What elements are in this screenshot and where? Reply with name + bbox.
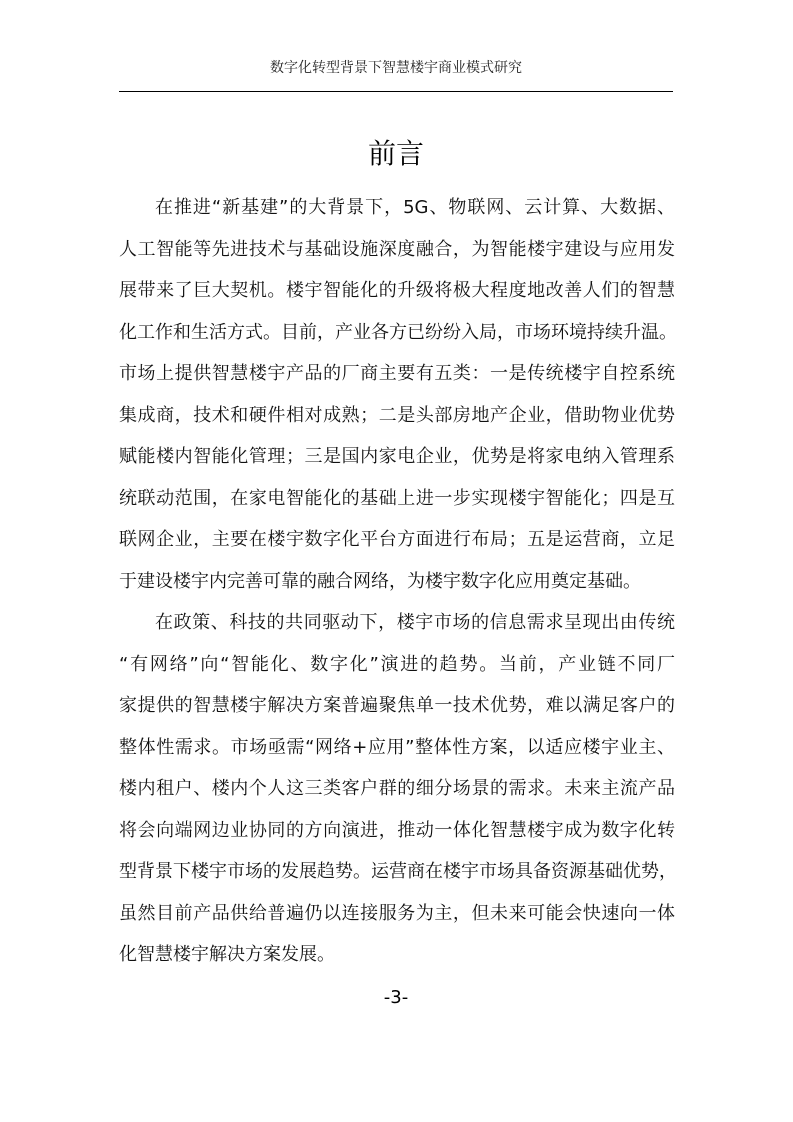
text-line: 虽然目前产品供给普遍仍以连接服务为主，但未来可能会快速向一体 xyxy=(119,902,675,924)
text-line: 将会向端网边业协同的方向演进，推动一体化智慧楼宇成为数字化转 xyxy=(119,819,675,841)
text-line: 型背景下楼宇市场的发展趋势。运营商在楼宇市场具备资源基础优势， xyxy=(119,861,677,882)
text-line: 整体性需求。市场亟需“网络+应用”整体性方案，以适应楼宇业主、 xyxy=(119,736,675,758)
text-line: 赋能楼内智能化管理；三是国内家电企业，优势是将家电纳入管理系 xyxy=(119,446,675,467)
text-line: 家提供的智慧楼宇解决方案普遍聚焦单一技术优势，难以满足客户的 xyxy=(119,695,675,716)
text-line: 市场上提供智慧楼宇产品的厂商主要有五类：一是传统楼宇自控系统 xyxy=(119,363,675,384)
text-line: 于建设楼宇内完善可靠的融合网络，为楼宇数字化应用奠定基础。 xyxy=(119,570,641,592)
text-line: 化智慧楼宇解决方案发展。 xyxy=(119,944,335,965)
paragraph-2 xyxy=(119,602,675,976)
text-line: 集成商，技术和硬件相对成熟；二是头部房地产企业，借助物业优势 xyxy=(119,404,675,426)
text-line: 人工智能等先进技术与基础设施深度融合，为智能楼宇建设与应用发 xyxy=(119,238,675,260)
page-title: 前言 xyxy=(367,137,424,170)
text-line: 统联动范围，在家电智能化的基础上进一步实现楼宇智能化；四是互 xyxy=(119,487,675,509)
paragraph-1 xyxy=(119,187,675,602)
running-header: 数字化转型背景下智慧楼宇商业模式研究 xyxy=(270,60,522,76)
text-line: 在政策、科技的共同驱动下，楼宇市场的信息需求呈现出由传统 xyxy=(155,612,675,633)
header-rule xyxy=(119,91,673,92)
text-line: 在推进“新基建”的大背景下，5G、物联网、云计算、大数据、 xyxy=(155,197,675,218)
text-line: 展带来了巨大契机。楼宇智能化的升级将极大程度地改善人们的智慧 xyxy=(119,280,675,301)
text-line: 楼内租户、楼内个人这三类客户群的细分场景的需求。未来主流产品 xyxy=(119,778,675,799)
body-text xyxy=(119,187,675,976)
text-line: 联网企业，主要在楼宇数字化平台方面进行布局；五是运营商，立足 xyxy=(119,529,675,550)
page-number: -3- xyxy=(383,987,409,1008)
text-line: “有网络”向“智能化、数字化”演进的趋势。当前，产业链不同厂 xyxy=(119,653,675,675)
text-line: 化工作和生活方式。目前，产业各方已纷纷入局，市场环境持续升温。 xyxy=(119,321,677,343)
